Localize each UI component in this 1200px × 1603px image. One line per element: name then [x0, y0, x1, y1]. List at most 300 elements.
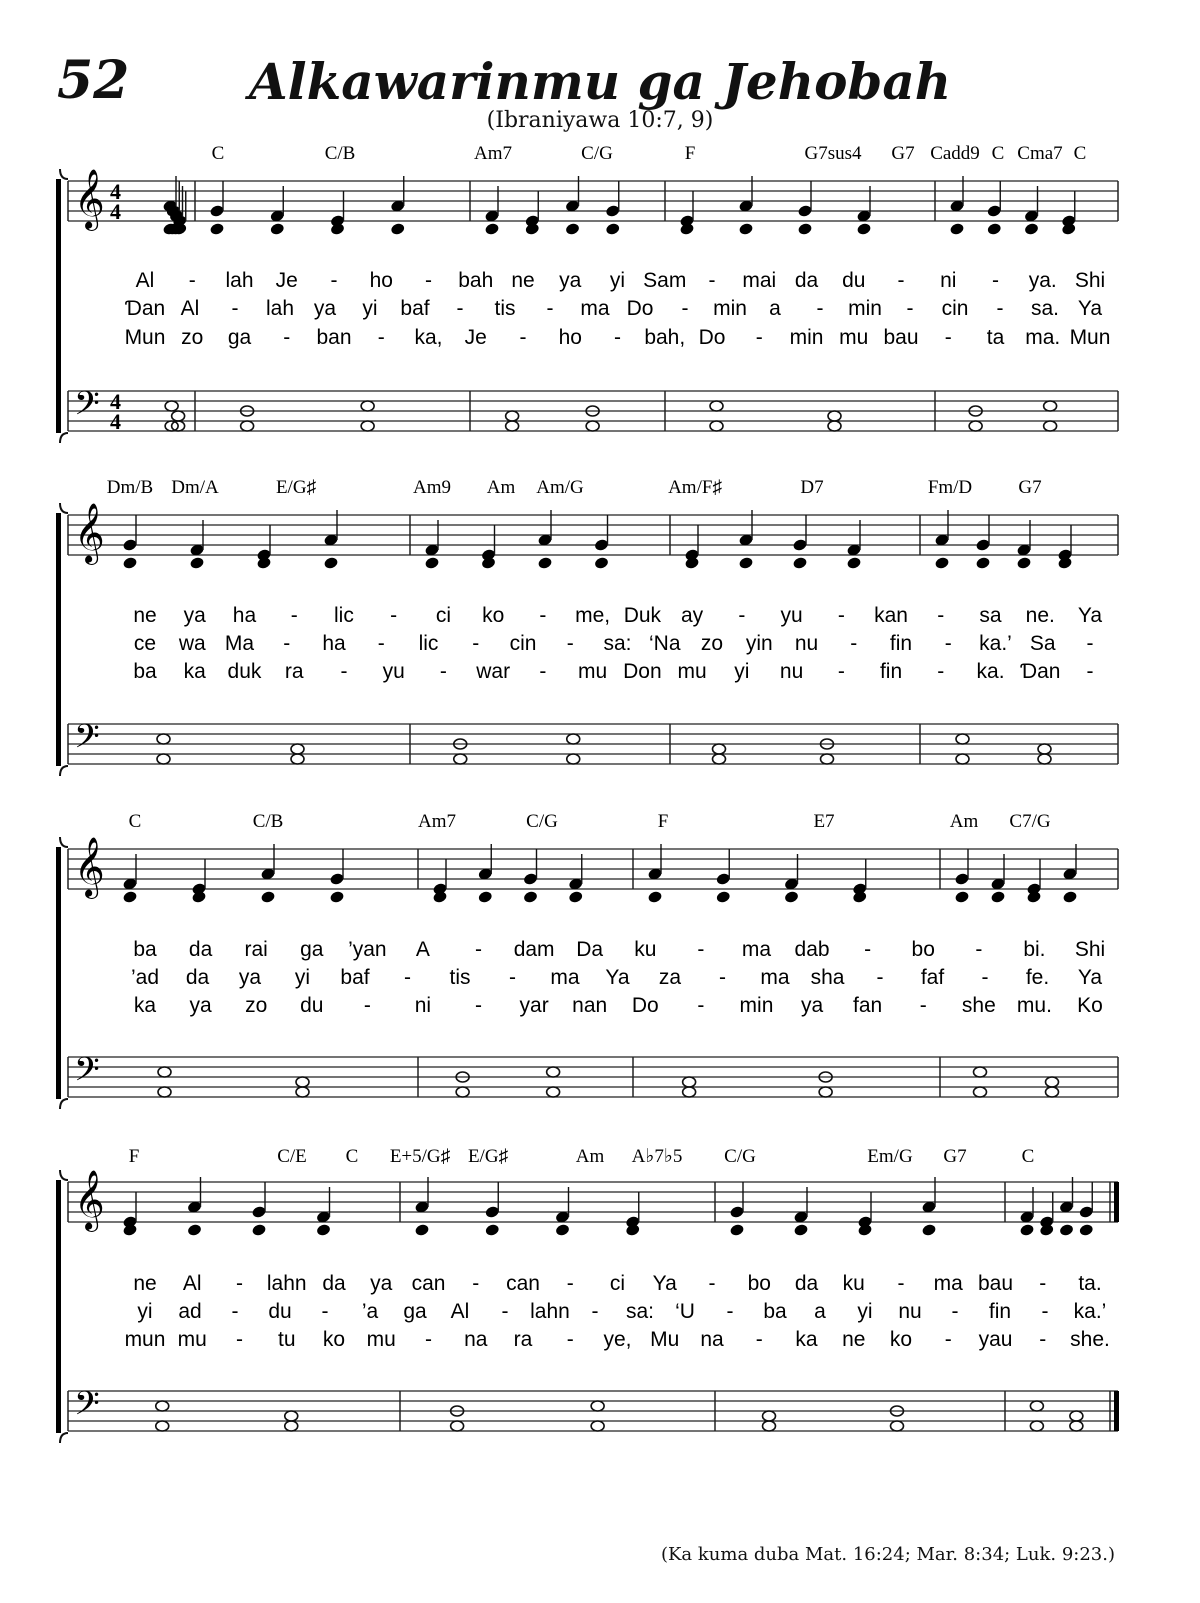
notehead	[591, 1421, 604, 1431]
lyric-syllable: ma.	[1025, 326, 1061, 349]
lyric-syllable: war	[476, 660, 511, 683]
notehead	[710, 421, 723, 431]
lyric-syllable: tis	[494, 297, 516, 320]
lyric-hyphen: -	[566, 632, 574, 655]
lyric-syllable: ho	[558, 326, 582, 349]
chord-symbol: Em/G	[867, 1146, 913, 1167]
lyric-hyphen: -	[850, 632, 858, 655]
notehead	[547, 1087, 560, 1097]
lyric-hyphen: -	[975, 938, 983, 961]
notehead	[594, 556, 610, 570]
lyric-hyphen: -	[236, 1328, 243, 1351]
lyric-syllable: lahn	[530, 1300, 570, 1323]
lyric-hyphen: -	[726, 1300, 734, 1323]
lyric-hyphen: -	[944, 632, 952, 655]
chord-symbol: G7	[943, 1146, 967, 1167]
notehead	[990, 890, 1006, 904]
treble-clef-icon: 𝄞	[74, 1170, 105, 1230]
lyric-line-2	[137, 1300, 1106, 1323]
notehead	[828, 421, 841, 431]
notehead	[323, 556, 339, 570]
lyric-syllable: min	[848, 297, 882, 320]
notehead	[921, 1223, 937, 1237]
lyric-hyphen: -	[283, 632, 291, 655]
bass-staff	[68, 1385, 1119, 1431]
lyric-hyphen: -	[456, 297, 464, 320]
lyric-syllable: lic	[334, 604, 354, 627]
lyric-syllable: Ɗan	[1020, 660, 1061, 683]
lyric-hyphen: -	[837, 604, 845, 627]
chord-symbol: G7sus4	[804, 143, 862, 164]
bracket	[56, 513, 61, 766]
chord-symbol: A♭7♭5	[631, 1146, 683, 1167]
notehead	[209, 222, 225, 236]
notehead	[269, 222, 285, 236]
lyric-hyphen: -	[996, 297, 1004, 320]
chord-symbol: Am9	[413, 477, 451, 498]
lyric-syllable: tis	[449, 966, 471, 989]
lyric-syllable: dab	[794, 938, 830, 961]
lyric-syllable: ta.	[1078, 1272, 1102, 1295]
treble-staff	[68, 1170, 1119, 1232]
lyric-syllable: Al	[180, 297, 200, 320]
bracket-bottom	[60, 766, 68, 776]
lyric-line-2	[125, 297, 1103, 320]
lyric-syllable: fin	[988, 1300, 1012, 1323]
notehead	[715, 890, 731, 904]
lyric-hyphen: -	[1039, 1272, 1047, 1295]
lyric-syllable: ya	[559, 269, 582, 292]
lyric-syllable: za	[658, 966, 682, 989]
lyric-hyphen: -	[363, 994, 371, 1017]
noteheads	[122, 510, 1073, 764]
lyric-syllable: da	[185, 966, 210, 989]
lyric-hyphen: -	[614, 326, 621, 349]
lyric-syllable: ba	[763, 1300, 787, 1323]
system-4	[56, 1146, 1119, 1443]
lyric-syllable: ga	[403, 1300, 427, 1323]
notehead	[1024, 222, 1040, 236]
lyric-syllable: fan	[853, 994, 883, 1017]
notehead	[1044, 421, 1057, 431]
lyric-syllable: Al	[182, 1272, 202, 1295]
notehead	[1046, 1087, 1059, 1097]
lyric-syllable: mu	[839, 326, 869, 349]
treble-staff	[68, 503, 1118, 565]
lyric-syllable: fin	[889, 632, 913, 655]
notehead	[934, 556, 950, 570]
lyric-syllable: Ya	[652, 1272, 677, 1295]
notehead	[1038, 744, 1051, 754]
lyric-syllable: mai	[742, 269, 777, 292]
chord-symbol: F	[684, 143, 696, 164]
notehead	[567, 754, 580, 764]
lyric-hyphen: -	[290, 604, 298, 627]
lyric-syllable: faf	[920, 966, 945, 989]
lyric-syllable: tu	[277, 1328, 296, 1351]
lyric-syllable: lic	[418, 632, 439, 655]
lyric-hyphen: -	[937, 604, 945, 627]
lyric-syllable: ni	[414, 994, 432, 1017]
notehead	[1038, 754, 1051, 764]
lyric-hyphen: -	[981, 966, 989, 989]
lyric-hyphen: -	[992, 269, 999, 292]
bass-clef-icon: 𝄢	[74, 1051, 100, 1097]
scripture-reference: (Ibraniyawa 10:7, 9)	[486, 108, 714, 133]
lyric-hyphen: -	[236, 1272, 243, 1295]
chord-symbol: Fm/D	[927, 477, 973, 498]
notehead	[316, 1223, 332, 1237]
time-signature: 4	[110, 409, 121, 434]
lyric-syllable: lahn	[266, 1272, 307, 1295]
lyric-syllable: Do	[631, 994, 659, 1017]
lyric-syllable: Duk	[623, 604, 662, 627]
lyric-syllable: wa	[178, 632, 206, 655]
lyric-hyphen: -	[321, 1300, 329, 1323]
chord-symbol: Am	[486, 477, 516, 498]
lyric-syllable: nu	[779, 660, 804, 683]
notehead	[285, 1411, 298, 1421]
lyric-syllable: duk	[227, 660, 262, 683]
lyric-hyphen: -	[377, 326, 385, 349]
lyric-syllable: bau	[977, 1272, 1014, 1295]
notehead	[414, 1223, 430, 1237]
notehead	[956, 754, 969, 764]
lyric-syllable: dam	[513, 938, 555, 961]
notehead	[586, 421, 599, 431]
lyric-line-3	[134, 994, 1103, 1017]
chord-symbol: Am	[575, 1146, 605, 1167]
lyric-syllable: Ya	[1077, 966, 1103, 989]
lyric-syllable: Mun	[124, 326, 166, 349]
notehead	[122, 890, 138, 904]
notehead	[251, 1223, 267, 1237]
lyric-hyphen: -	[951, 1300, 959, 1323]
lyric-syllable: mu	[677, 660, 707, 683]
lyric-line-3	[125, 326, 1111, 349]
lyric-syllable: ya	[370, 1272, 393, 1295]
lyric-hyphen: -	[425, 269, 432, 292]
lyric-hyphen: -	[897, 269, 905, 292]
chord-symbol: C7/G	[1009, 811, 1051, 832]
bass-clef-icon: 𝄢	[74, 1385, 100, 1431]
lyric-syllable: yar	[519, 994, 549, 1017]
lyric-hyphen: -	[816, 297, 824, 320]
lyric-syllable: ha	[322, 632, 346, 655]
chord-symbol: C/B	[324, 143, 356, 164]
notehead	[555, 1223, 571, 1237]
lyric-syllable: bo	[911, 938, 935, 961]
chord-symbol: Dm/A	[171, 477, 219, 498]
bracket	[56, 1180, 61, 1433]
lyric-hyphen: -	[475, 938, 483, 961]
lyric-syllable: Je	[275, 269, 298, 292]
lyric-hyphen: -	[566, 1328, 574, 1351]
lyric-syllable: ’yan	[348, 938, 387, 961]
notehead	[1062, 890, 1078, 904]
notehead	[1046, 1077, 1059, 1087]
lyric-syllable: Ya	[1077, 604, 1103, 627]
notehead	[158, 1067, 171, 1077]
lyric-syllable: sa:	[603, 632, 632, 655]
lyric-syllable: Sam	[643, 269, 687, 292]
lyric-hyphen: -	[472, 1272, 480, 1295]
notehead	[567, 734, 580, 744]
notehead	[956, 734, 969, 744]
lyric-syllable: ka.’	[979, 632, 1012, 655]
lyric-syllable: cin	[941, 297, 969, 320]
lyric-hyphen: -	[906, 297, 914, 320]
lyric-hyphen: -	[188, 269, 196, 292]
bracket	[56, 179, 61, 433]
chord-symbol: C	[991, 143, 1005, 164]
lyric-syllable: ra	[513, 1328, 533, 1351]
notehead	[713, 754, 726, 764]
lyric-hyphen: -	[837, 660, 845, 683]
lyric-syllable: rai	[244, 938, 268, 961]
lyric-syllable: fe.	[1025, 966, 1050, 989]
lyric-hyphen: -	[755, 1328, 763, 1351]
notehead	[296, 1077, 309, 1087]
lyric-syllable: ra	[284, 660, 304, 683]
lyric-syllable: mu	[366, 1328, 396, 1351]
lyric-syllable: Don	[623, 660, 662, 683]
notehead	[361, 421, 374, 431]
lyric-syllable: lah	[265, 297, 295, 320]
notehead	[187, 1223, 203, 1237]
lyric-syllable: ya	[183, 604, 206, 627]
notehead	[792, 556, 808, 570]
lyric-syllable: Ko	[1077, 994, 1103, 1017]
chord-symbol: E+5/G♯	[389, 1146, 451, 1167]
lyric-syllable: ku	[842, 1272, 865, 1295]
lyric-hyphen: -	[697, 994, 705, 1017]
notehead	[1016, 556, 1032, 570]
notehead	[647, 890, 663, 904]
chord-symbol: Cma7	[1017, 143, 1063, 164]
notehead	[523, 890, 539, 904]
lyric-syllable: nu	[794, 632, 819, 655]
lyric-syllable: du	[842, 269, 866, 292]
lyric-hyphen: -	[475, 994, 483, 1017]
notehead	[856, 222, 872, 236]
lyric-syllable: mun	[124, 1328, 166, 1351]
lyric-syllable: yi	[609, 269, 626, 292]
treble-clef-icon: 𝄞	[74, 837, 105, 897]
lyric-syllable: can	[411, 1272, 446, 1295]
chord-symbol: Am/F♯	[668, 477, 722, 498]
lyric-hyphen: -	[566, 1272, 574, 1295]
lyric-syllable: ne	[842, 1328, 866, 1351]
lyric-syllable: ci	[435, 604, 452, 627]
notehead	[156, 1401, 169, 1411]
lyric-syllable: can	[506, 1272, 540, 1295]
lyric-syllable: ce	[133, 632, 157, 655]
bass-staff	[68, 718, 1118, 764]
lyric-syllable: ka,	[414, 326, 443, 349]
lyric-syllable: me,	[575, 604, 611, 627]
notehead	[969, 421, 982, 431]
notehead	[172, 411, 185, 421]
lyric-syllable: yau	[978, 1328, 1013, 1351]
notehead	[424, 556, 440, 570]
bracket-top	[60, 1170, 68, 1180]
notehead	[506, 421, 519, 431]
lyric-syllable: baf	[340, 966, 370, 989]
lyric-syllable: ya	[238, 966, 262, 989]
lyric-syllable: a	[769, 297, 781, 320]
lyric-hyphen: -	[390, 604, 398, 627]
lyric-hyphen: -	[231, 1300, 239, 1323]
lyric-syllable: yin	[745, 632, 773, 655]
lyric-syllable: ma	[550, 966, 580, 989]
notehead	[157, 754, 170, 764]
notehead	[763, 1421, 776, 1431]
lyric-syllable: zo	[181, 326, 204, 349]
lyric-syllable: bah	[458, 269, 494, 292]
chord-symbol: C/G	[724, 1146, 756, 1167]
lyric-syllable: ko	[482, 604, 505, 627]
lyric-syllable: A	[415, 938, 430, 961]
notehead	[793, 1223, 809, 1237]
lyric-syllable: du	[268, 1300, 292, 1323]
notehead	[683, 1087, 696, 1097]
notehead	[710, 401, 723, 411]
notehead	[1019, 1223, 1035, 1237]
chord-symbol: G7	[891, 143, 915, 164]
notehead	[974, 1067, 987, 1077]
lyric-syllable: Ma	[224, 632, 255, 655]
lyric-syllable: ha	[232, 604, 257, 627]
lyric-syllable: ma	[580, 297, 610, 320]
lyric-syllable: ne.	[1025, 604, 1055, 627]
treble-staff	[68, 837, 1118, 899]
lyric-line-3	[133, 660, 1093, 683]
lyric-syllable: ye,	[603, 1328, 632, 1351]
lyric-syllable: da	[322, 1272, 346, 1295]
notehead	[296, 1087, 309, 1097]
lyric-hyphen: -	[937, 660, 945, 683]
lyric-hyphen: -	[591, 1300, 599, 1323]
notehead	[568, 890, 584, 904]
lyric-syllable: ‘Na	[648, 632, 681, 655]
notehead	[683, 1077, 696, 1087]
notehead	[484, 1223, 500, 1237]
chord-symbol: C/E	[277, 1146, 307, 1167]
chord-symbol: C	[1021, 1146, 1035, 1167]
notehead	[954, 890, 970, 904]
lyric-syllable: ga	[227, 326, 252, 349]
lyric-syllable: she	[961, 994, 996, 1017]
lyric-hyphen: -	[283, 326, 291, 349]
chord-symbol: E/G♯	[467, 1146, 509, 1167]
lyric-hyphen: -	[708, 269, 716, 292]
lyric-syllable: ku	[634, 938, 657, 961]
time-signature: 4	[110, 199, 121, 224]
lyric-hyphen: -	[738, 604, 746, 627]
notehead	[797, 222, 813, 236]
lyric-syllable: sa.	[1030, 297, 1060, 320]
treble-clef-icon: 𝄞	[74, 503, 105, 563]
lyric-syllable: ka.’	[1073, 1300, 1107, 1323]
lyric-syllable: du	[300, 994, 324, 1017]
lyric-syllable: ga	[300, 938, 324, 961]
lyric-line-1	[133, 938, 1105, 961]
lyric-syllable: ne	[511, 269, 535, 292]
lyric-syllable: ni	[940, 269, 957, 292]
lyric-hyphen: -	[681, 297, 689, 320]
lyric-syllable: fin	[879, 660, 903, 683]
chord-symbol: D7	[800, 477, 824, 498]
chord-symbol: Am/G	[536, 477, 584, 498]
lyric-syllable: ’a	[361, 1300, 379, 1323]
lyric-syllable: yi	[294, 966, 311, 989]
lyric-syllable: a	[814, 1300, 826, 1323]
lyric-syllable: ko	[322, 1328, 346, 1351]
lyric-syllable: yi	[734, 660, 750, 683]
chord-symbol: C	[345, 1146, 359, 1167]
lyric-syllable: Al	[135, 269, 155, 292]
bracket-bottom	[60, 1433, 68, 1443]
notehead	[713, 744, 726, 754]
notehead	[291, 744, 304, 754]
lyric-syllable: ba	[133, 938, 157, 961]
lyric-syllable: ’ad	[130, 966, 160, 989]
lyric-syllable: Sa	[1029, 632, 1056, 655]
lyric-syllable: Shi	[1074, 938, 1106, 961]
lyric-syllable: Do	[626, 297, 654, 320]
lyric-line-2	[134, 632, 1094, 655]
lyric-syllable: ya	[313, 297, 337, 320]
final-barline-thick	[1114, 1182, 1119, 1222]
lyric-syllable: na	[464, 1328, 488, 1351]
lyric-syllable: Shi	[1074, 269, 1106, 292]
notehead	[477, 890, 493, 904]
notehead	[828, 411, 841, 421]
lyric-hyphen: -	[864, 938, 872, 961]
notehead	[260, 890, 276, 904]
lyric-hyphen: -	[1041, 1300, 1049, 1323]
lyric-syllable: mu.	[1016, 994, 1052, 1017]
lyric-syllable: she.	[1070, 1328, 1110, 1351]
notehead	[1044, 401, 1057, 411]
notehead	[738, 556, 754, 570]
bass-clef-icon: 𝄢	[74, 385, 100, 431]
lyric-syllable: nu	[898, 1300, 922, 1323]
lyric-syllable: yi	[137, 1300, 153, 1323]
lyric-syllable: Je	[464, 326, 487, 349]
notehead	[729, 1223, 745, 1237]
notehead	[484, 222, 500, 236]
lyric-hyphen: -	[377, 632, 385, 655]
lyric-syllable: da	[188, 938, 213, 961]
chord-symbol: G7	[1018, 477, 1042, 498]
lyric-syllable: bo	[747, 1272, 771, 1295]
bracket-bottom	[60, 433, 68, 443]
lyric-syllable: kan	[874, 604, 908, 627]
chord-symbol: Dm/B	[106, 477, 154, 498]
lyric-syllable: ka	[133, 994, 157, 1017]
lyric-line-1	[136, 269, 1106, 292]
bracket-top	[60, 837, 68, 847]
lyric-hyphen: -	[1086, 632, 1094, 655]
system-1	[56, 143, 1118, 443]
bracket-bottom	[60, 1099, 68, 1109]
lyric-hyphen: -	[897, 1272, 905, 1295]
lyric-hyphen: -	[539, 604, 547, 627]
notehead	[949, 222, 965, 236]
lyric-hyphen: -	[755, 326, 763, 349]
